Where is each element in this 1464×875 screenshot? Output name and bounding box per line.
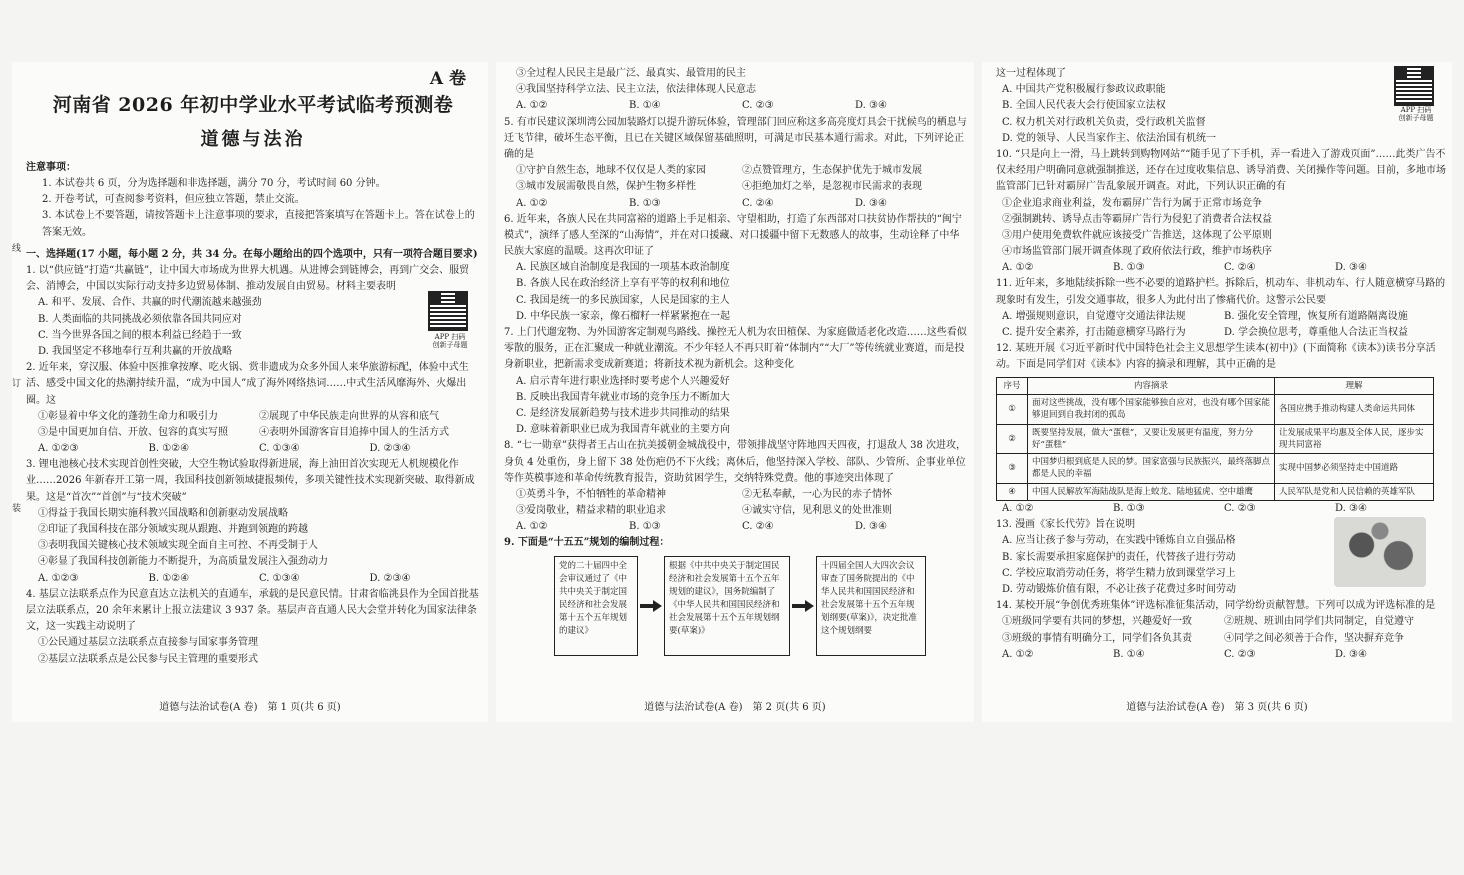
table-cell: 既要坚持发展，做大“蛋糕”，又要让发展更有温度，努力分好“蛋糕” (1028, 424, 1275, 454)
option-b: B. ①④ (1113, 648, 1145, 660)
option-a: A. ①② (1002, 648, 1034, 660)
statement-item: ④诚实守信，见利思义的处世准则 (742, 505, 892, 517)
statement-item: ③用户使用免费软件就应该接受广告推送，这体现了公平原则 (1002, 229, 1272, 241)
option-c: C. ①③④ (259, 443, 300, 455)
question-6 (504, 212, 968, 325)
question-14 (996, 598, 1446, 663)
option-c: C. ①③④ (259, 572, 300, 584)
option-d: D. ②③④ (369, 443, 411, 455)
option-d: D. ②③④ (369, 572, 411, 584)
question-stem: 10. “只是向上一滑，马上跳转到购物网站”“随手见了下手机，弄一看进入了游戏页面”……此类广告不仅未经用户明确同意就强制推送，还存在过度收集信息、诱导消费、关闭操作等问题。目前，多地市场监管部门已针对霸屏广告乱象展开调查。对此，下列认识正确的有 (996, 148, 1446, 193)
option-a: A. ①② (516, 100, 548, 112)
table-row (997, 454, 1434, 484)
notes-heading: 注意事项： (26, 161, 76, 173)
flow-step-box: 根据《中共中央关于制定国民经济和社会发展第十五个五年规划的建议》，国务院编制了《中华人民共和国国民经济和社会发展第十五个五年规划纲要(草案)》 (664, 556, 790, 656)
table-header: 内容摘录 (1028, 377, 1275, 394)
table-cell: 面对这些挑战，没有哪个国家能够独自应对，也没有哪个国家能够退回到自我封闭的孤岛 (1028, 394, 1275, 424)
option-a: A. 应当让孩子参与劳动，在实践中锤炼自立自强品格 (1002, 535, 1236, 547)
question-stem: 5. 有市民建议深圳湾公园加装路灯以提升游玩体验，管理部门回应称这多高亮度灯具会干扰候鸟的栖息与迁飞节律，破坏生态平衡，且已在关键区域保留基础照明，可满足市民基本通行需求。对此，下列评论正确的是 (504, 116, 967, 160)
question-12 (996, 341, 1446, 517)
question-4 (26, 587, 480, 668)
question-stem: 1. 以“供应链”打造“共赢链”，让中国大市场成为世界大机遇。从进博会到链博会，再到广交会、服贸会、消博会，中国以实际行动支持多边贸易体制、推动发展自由贸易。材料主要表明 (26, 265, 470, 293)
option-b: B. ①④ (629, 100, 661, 112)
question-13 (996, 517, 1446, 598)
option-d: D. 劳动锻炼价值有限，不必让孩子花费过多时间劳动 (1002, 584, 1237, 595)
option-d: D. 意味着新职业已成为我国青年就业的主要方向 (516, 424, 731, 436)
option-c: C. ②④ (742, 197, 774, 209)
page-footer: 道德与法治试卷(A 卷) 第 2 页(共 6 页) (644, 701, 826, 713)
option-a: A. 和平、发展、合作、共赢的时代潮流越来越强劲 (38, 297, 262, 309)
statement-item: ④同学之间必须善于合作，坚决摒弃竞争 (1224, 632, 1404, 644)
statement-item: ②印证了我国科技在部分领域实现从跟跑、并跑到领跑的跨越 (38, 524, 308, 536)
table-row (997, 424, 1434, 454)
statement-item: ①企业追求商业利益，发布霸屏广告行为属于正常市场竞争 (1002, 197, 1262, 209)
statement-item: ④我国坚持科学立法、民主立法，依法律体现人民意志 (516, 84, 756, 96)
option-c: C. 提升安全素养，打击随意横穿马路行为 (1002, 327, 1186, 338)
statement-item: ④市场监管部门展开调查体现了政府依法行政，维护市场秩序 (1002, 246, 1272, 258)
question-1 (26, 263, 480, 360)
option-c: C. 是经济发展新趋势与技术进步共同推动的结果 (516, 407, 730, 419)
statement-item: ④彰显了我国科技创新能力不断提升，为高质量发展注入强劲动力 (38, 556, 328, 568)
question-stem: 8. “七一勋章”获得者王占山在抗美援朝金城战役中，带领排战坚守阵地四天四夜，打退敌人 38 次进攻，身负 4 处重伤，身上留下 38 处伤疤仍不下火线；离休后，他坚持深入学校、部队、少管所、企事业单位等作英模事迹和革命传统教育报告，资助贫困学生，交纳特殊党费。他的事迹突出体现了 (504, 440, 967, 484)
option-a: A. ①②③ (38, 572, 79, 584)
page-footer: 道德与法治试卷(A 卷) 第 1 页(共 6 页) (159, 701, 341, 713)
option-c: C. ②③ (742, 100, 774, 112)
table-cell: 实现中国梦必须坚持走中国道路 (1275, 454, 1434, 484)
table-cell: 各国应携手推动构建人类命运共同体 (1275, 394, 1434, 424)
question-9-continued (996, 66, 1446, 147)
table-cell: ③ (997, 454, 1028, 484)
option-a: A. ①② (1002, 262, 1034, 274)
question-stem: 14. 某校开展“争创优秀班集体”评选标准征集活动，同学纷纷贡献智慧。下列可以成为评选标准的是 (996, 600, 1436, 612)
table-cell: 中国人民解放军海陆战队是海上蛟龙、陆地猛虎、空中雄鹰 (1028, 483, 1275, 500)
statement-item: ②班规、班训由同学们共同制定，自觉遵守 (1224, 616, 1414, 628)
option-b: B. 反映出我国青年就业市场的竞争压力不断加大 (516, 391, 730, 403)
table-header: 理解 (1275, 377, 1434, 394)
table-cell: ④ (997, 483, 1028, 500)
question-5 (504, 115, 968, 212)
statement-item: ①守护自然生态，地球不仅仅是人类的家园 (516, 165, 706, 177)
page-3-content (996, 66, 1446, 722)
option-a: A. ①② (516, 521, 548, 533)
option-d: D. ③④ (855, 197, 887, 209)
exam-page-1 (12, 62, 488, 722)
question-8 (504, 438, 968, 535)
option-a: A. ①②③ (38, 443, 79, 455)
flow-step-box: 十四届全国人大四次会议审查了国务院提出的《中华人民共和国国民经济和社会发展第十五个五年规划纲要(草案)》，决定批准这个规划纲要 (816, 556, 926, 656)
table-cell: 让发展成果平均惠及全体人民，逐步实现共同富裕 (1275, 424, 1434, 454)
statement-item: ②无私奉献，一心为民的赤子情怀 (742, 488, 892, 500)
question-stem: 9. 下面是“十五五”规划的编制过程： (504, 537, 670, 549)
qr-code-icon (428, 291, 468, 331)
option-c: C. ②③ (1224, 503, 1256, 515)
binding-mark-zhuang: 装 (12, 504, 22, 514)
option-c: C. ②③ (1224, 648, 1256, 660)
exam-page-3 (982, 62, 1452, 722)
option-c: C. ②④ (1224, 262, 1256, 274)
question-stem: 这一过程体现了 (996, 68, 1066, 79)
statement-item: ①得益于我国长期实施科教兴国战略和创新驱动发展战略 (38, 507, 288, 519)
option-b: B. ①③ (1113, 262, 1145, 274)
option-b: B. ①③ (629, 521, 661, 533)
option-d: D. 党的领导、人民当家作主、依法治国有机统一 (1002, 132, 1217, 144)
statement-item: ③爱岗敬业，精益求精的职业追求 (516, 505, 666, 517)
option-b: B. 全国人民代表大会行使国家立法权 (1002, 100, 1166, 112)
option-c: C. 学校应取消劳动任务，将学生精力放到课堂学习上 (1002, 567, 1236, 579)
option-c: C. ②④ (742, 521, 774, 533)
option-c: C. 当今世界各国之间的根本利益已经趋于一致 (38, 329, 242, 341)
statement-item: ③表明我国关键核心技术领域实现全面自主可控、不再受制于人 (38, 540, 318, 552)
flow-step-box: 党的二十届四中全会审议通过了《中共中央关于制定国民经济和社会发展第十五个五年规划的建议》 (554, 556, 638, 656)
option-b: B. 家长需要承担家庭保护的责任，代替孩子进行劳动 (1002, 551, 1236, 563)
statement-item: ③全过程人民民主是最广泛、最真实、最管用的民主 (516, 68, 746, 79)
qr-code-label: APP 扫码 创新子母题 (1398, 106, 1434, 123)
exam-title: 河南省 2026 年初中学业水平考试临考预测卷 (52, 94, 454, 116)
binding-mark-ding: 订 (12, 379, 22, 389)
qr-code-label: APP 扫码 创新子母题 (432, 333, 468, 350)
question-stem: 11. 近年来，多地陆续拆除一些不必要的道路护栏。拆除后，机动车、非机动车、行人随意横穿马路的现象时有发生，引发交通事故，很多人为此付出了惨痛代价。这警示公民要 (996, 278, 1446, 306)
statement-item: ①英勇斗争，不怕牺牲的革命精神 (516, 488, 666, 500)
option-d: D. ③④ (1335, 262, 1367, 274)
statement-item: ②点赞管理方，生态保护优先于城市发展 (742, 165, 922, 177)
option-d: D. 学会换位思考，尊重他人合法正当权益 (1224, 327, 1409, 338)
option-d: D. ③④ (855, 100, 887, 112)
note-item: 2. 开卷考试，可查阅参考资料，但应独立答题，禁止交流。 (42, 194, 305, 206)
page-2-content (504, 66, 968, 722)
section-heading: 一、选择题(17 小题，每小题 2 分，共 34 分。在每小题给出的四个选项中，只有一项符合题目要求) (26, 248, 478, 260)
volume-label: A 卷 (429, 69, 466, 89)
statement-item: ③城市发展需敬畏自然，保护生物多样性 (516, 181, 696, 193)
option-a: A. 启示青年进行职业选择时要考虑个人兴趣爱好 (516, 375, 730, 387)
statement-item: ②强制跳转、诱导点击等霸屏广告行为侵犯了消费者合法权益 (1002, 213, 1272, 225)
option-d: D. ③④ (1335, 503, 1367, 515)
binding-mark-xian: 线 (12, 244, 22, 254)
option-d: D. ③④ (855, 521, 887, 533)
option-a: A. 中国共产党积极履行参政议政职能 (1002, 84, 1166, 96)
option-d: D. 我国坚定不移地奉行互利共赢的开放战略 (38, 345, 233, 357)
question-stem: 13. 漫画《家长代劳》旨在说明 (996, 519, 1136, 531)
option-a: A. ①② (516, 197, 548, 209)
option-b: B. ①②④ (148, 443, 190, 455)
page-1-content (26, 62, 480, 722)
table-header: 序号 (997, 377, 1028, 394)
planning-flowchart (504, 556, 968, 656)
notes-list (26, 176, 480, 241)
option-a: A. ①② (1002, 503, 1034, 515)
cartoon-image (1334, 517, 1426, 587)
table-cell: ① (997, 394, 1028, 424)
table-cell: ② (997, 424, 1028, 454)
question-10 (996, 147, 1446, 277)
statement-item: ①彰显着中华文化的蓬勃生命力和吸引力 (38, 410, 218, 422)
question-4-continued (504, 66, 968, 115)
option-b: B. ①③ (629, 197, 661, 209)
statement-item: ③是中国更加自信、开放、包容的真实写照 (38, 426, 228, 438)
question-stem: 2. 近年来，穿汉服、体验中医推拿按摩、吃火锅、赏非遗成为众多外国人来华旅游标配，体验中式生活、感受中国文化的热潮持续升温，“成为中国人”成了海外网络热词……中式生活风靡海外、火爆出圈。这 (26, 362, 469, 406)
table-row (997, 483, 1434, 500)
table-cell: 中国梦归根到底是人民的梦。国家富强与民族振兴，最终落脚点都是人民的幸福 (1028, 454, 1275, 484)
question-stem: 7. 上门代遛宠物、为外国游客定制观鸟路线、操控无人机为农田植保、为家庭做适老化改造……这些看似零散的服务，正在汇聚成一种就业潮流。不少年轻人不再只盯着“体制内”“大厂”等传统就业赛道，而是投身新职业，把新需求变成新赛道；将新技术视为新机会。这种变化 (504, 327, 967, 371)
reading-notes-table (996, 377, 1434, 502)
table-cell: 人民军队是党和人民信赖的英雄军队 (1275, 483, 1434, 500)
binding-line (12, 62, 22, 722)
statement-item: ②基层立法联系点是公民参与民主管理的重要形式 (38, 653, 258, 665)
page-footer: 道德与法治试卷(A 卷) 第 3 页(共 6 页) (1126, 701, 1308, 713)
statement-item: ①公民通过基层立法联系点直接参与国家事务管理 (38, 637, 258, 649)
option-b: B. ①②④ (148, 572, 190, 584)
option-d: D. 中华民族一家亲，像石榴籽一样紧紧抱在一起 (516, 310, 731, 322)
option-b: B. 各族人民在政治经济上享有平等的权利和地位 (516, 278, 730, 290)
arrow-right-icon (792, 600, 814, 612)
option-b: B. 人类面临的共同挑战必须依靠各国共同应对 (38, 313, 242, 325)
statement-item: ④拒绝加灯之举，是忽视市民需求的表现 (742, 181, 922, 193)
exam-page-2 (496, 62, 974, 722)
question-11 (996, 276, 1446, 341)
question-stem: 4. 基层立法联系点作为民意直达立法机关的直通车，承载的是民意民情。甘肃省临洮县作为全国首批基层立法联系点，20 余年来累计上报立法建议 3 937 条。基层声音直通人民大会堂并转化为国家法律条文，这一实践主动说明了 (26, 588, 479, 633)
qr-code-icon (1394, 66, 1434, 106)
statement-item: ①班级同学要有共同的梦想，兴趣爱好一致 (1002, 616, 1192, 628)
question-stem: 3. 锂电池核心技术实现首创性突破，大空生物试验取得新进展，海上油田首次实现无人机规模化作业……2026 年新春开工第一周，我国科技创新领域捷报频传，多项关键性技术实现新突破、取得新成果。这是“首次”“首创”与“技术突破” (26, 459, 475, 503)
option-c: C. 权力机关对行政机关负责，受行政机关监督 (1002, 116, 1206, 128)
question-stem: 12. 某班开展《习近平新时代中国特色社会主义思想学生读本(初中)》(下面简称《读本》)读书分享活动。下面是同学们对《读本》内容的摘录和理解，其中正确的是 (996, 343, 1436, 371)
option-a: A. 增强规则意识，自觉遵守交通法律法规 (1002, 310, 1186, 322)
option-a: A. 民族区域自治制度是我国的一项基本政治制度 (516, 262, 730, 274)
option-c: C. 我国是统一的多民族国家，人民是国家的主人 (516, 294, 730, 306)
note-item: 3. 本试卷上不要答题，请按答题卡上注意事项的要求，直接把答案填写在答题卡上。答在试卷上的答案无效。 (42, 210, 475, 238)
option-b: B. 强化安全管理，恢复所有道路隔离设施 (1224, 310, 1408, 322)
question-9 (504, 535, 968, 655)
option-b: B. ①③ (1113, 503, 1145, 515)
arrow-right-icon (640, 600, 662, 612)
question-2 (26, 360, 480, 457)
question-stem: 6. 近年来，各族人民在共同富裕的道路上手足相亲、守望相助，打造了东西部对口扶贫协作帮扶的“闽宁模式”，演绎了感人至深的“山海情”，并在对口援藏、对口援疆中留下无数感人的故事，生动诠释了中华民族大家庭的温暖。这再次印证了 (504, 213, 962, 258)
question-3 (26, 457, 480, 587)
note-item: 1. 本试卷共 6 页，分为选择题和非选择题，满分 70 分，考试时间 60 分钟。 (42, 178, 386, 190)
question-7 (504, 325, 968, 438)
subject-title: 道德与法治 (200, 128, 306, 150)
table-header-row (997, 377, 1434, 394)
option-d: D. ③④ (1335, 648, 1367, 660)
statement-item: ②展现了中华民族走向世界的从容和底气 (259, 410, 439, 422)
statement-item: ③班级的事情有明确分工，同学们各负其责 (1002, 632, 1192, 644)
table-row (997, 394, 1434, 424)
statement-item: ④表明外国游客盲目追捧中国人的生活方式 (259, 426, 449, 438)
